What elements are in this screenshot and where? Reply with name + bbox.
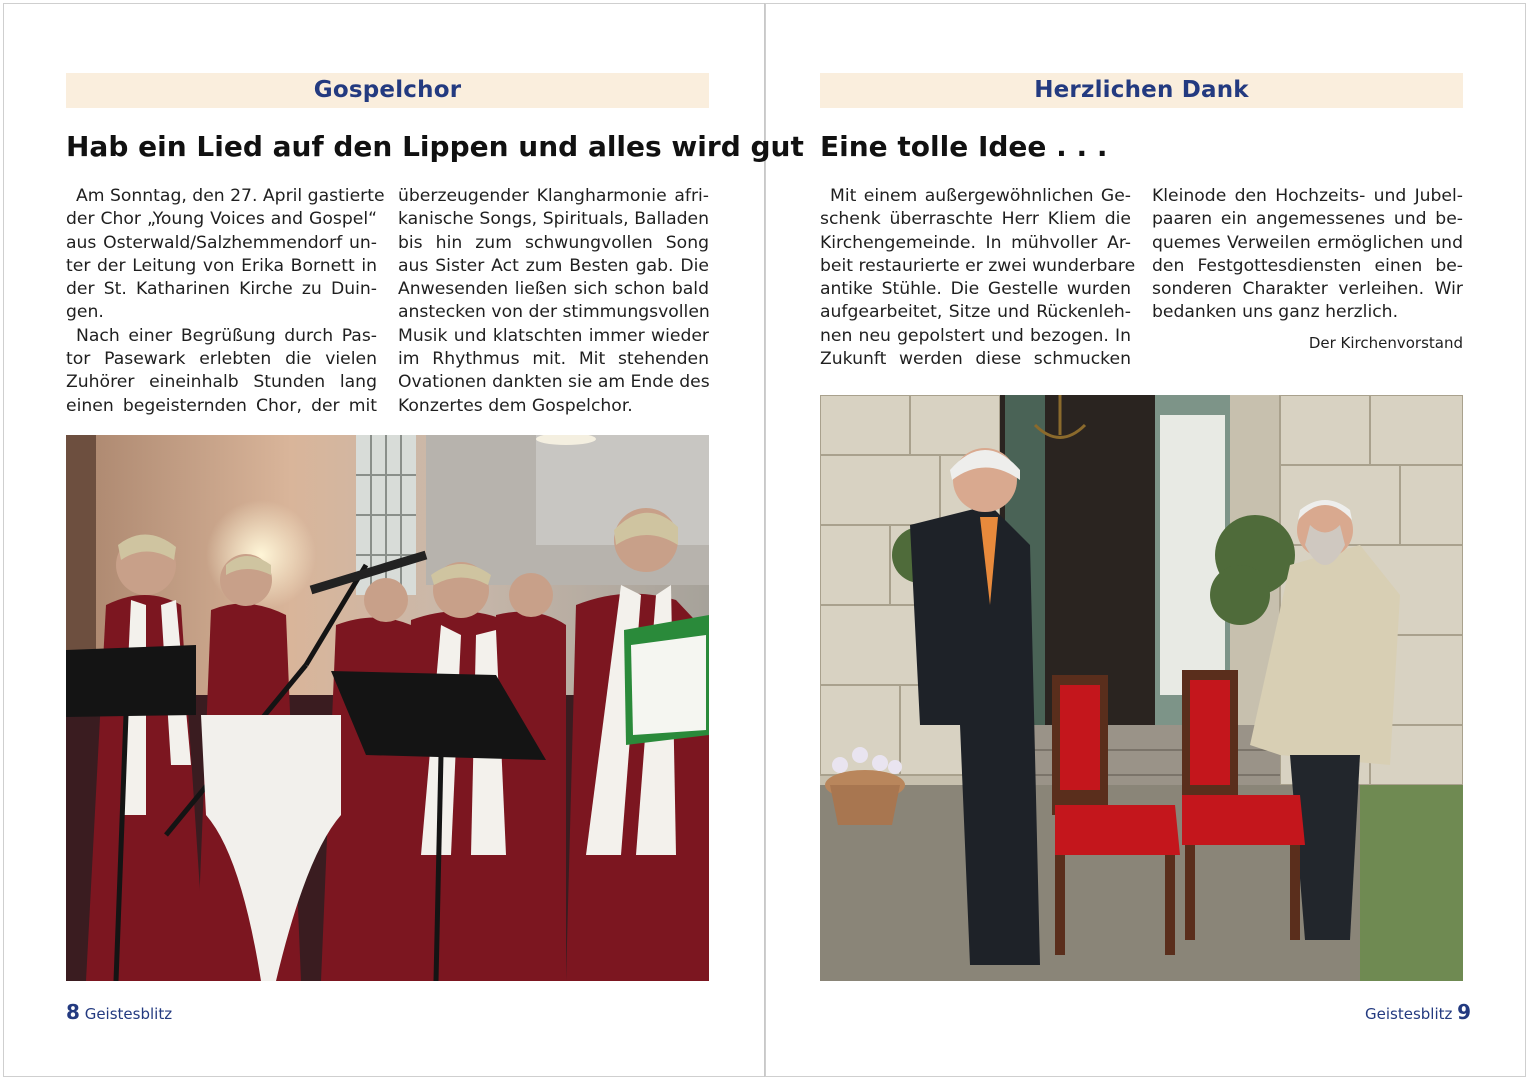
text-line: nen neu gepolstert und bezogen. In xyxy=(820,325,1131,346)
text-line: der Chor „Young Voices and Gospel“ xyxy=(66,209,377,230)
text-line: Mit einem außergewöhnlichen Ge- xyxy=(830,186,1131,206)
page-number-right: 9 xyxy=(1457,1000,1472,1024)
text-line: aus Sister Act zum Besten gab. Die xyxy=(398,255,709,276)
text-line: Anwesenden ließen sich schon bald xyxy=(398,279,709,300)
text-line: Kirchengemeinde. In mühvoller Ar- xyxy=(820,232,1131,253)
section-title-gospelchor: Gospelchor xyxy=(66,73,709,108)
text-line: antike Stühle. Die Gestelle wurden xyxy=(820,279,1131,300)
text-line: einen begeisternden Chor, der mit xyxy=(66,395,377,416)
text-line: Konzertes dem Gospelchor. xyxy=(398,395,633,416)
article-column-left-2 xyxy=(398,185,709,418)
text-line: im Rhythmus mit. Mit stehenden xyxy=(398,349,709,370)
text-line: der St. Katharinen Kirche zu Duin- xyxy=(66,279,377,300)
footer-right xyxy=(1365,1000,1471,1024)
article-column-right-2 xyxy=(1152,185,1463,325)
article-column-left-1 xyxy=(66,185,385,418)
text-line: paaren ein angemessenes und be- xyxy=(1152,209,1463,230)
text-line: Ovationen dankten sie am Ende des xyxy=(398,372,710,393)
text-line: sonderen Charakter verleihen. Wir xyxy=(1152,279,1463,300)
text-line: anstecken von der stimmungsvollen xyxy=(398,302,710,323)
photo-gospel-choir xyxy=(66,435,709,981)
text-line: überzeugender Klangharmonie afri- xyxy=(398,186,709,206)
text-line: tor Pasewark erlebten die vielen xyxy=(66,349,377,370)
signature: Der Kirchenvorstand xyxy=(1308,334,1463,352)
text-line: Nach einer Begrüßung durch Pas- xyxy=(76,325,377,346)
magazine-name-right: Geistesblitz xyxy=(1365,1005,1453,1023)
text-line: Kleinode den Hochzeits- und Jubel- xyxy=(1152,186,1463,206)
photo-antique-chairs xyxy=(820,395,1463,981)
text-line: beit restaurierte er zwei wunderbare xyxy=(820,255,1136,276)
section-title-herzlichen-dank: Herzlichen Dank xyxy=(820,73,1463,108)
text-line: bis hin zum schwungvollen Song xyxy=(398,232,709,253)
text-line: ter der Leitung von Erika Bornett in xyxy=(66,255,377,276)
text-line: kanische Songs, Spirituals, Balladen xyxy=(398,209,709,230)
text-line: bedanken uns ganz herzlich. xyxy=(1152,302,1399,323)
text-line: den Festgottesdiensten einen be- xyxy=(1152,255,1463,276)
text-line: aufgearbeitet, Sitze und Rückenleh- xyxy=(820,302,1131,323)
text-line: Zuhörer eineinhalb Stunden lang xyxy=(66,372,377,393)
text-line: quemes Verweilen ermöglichen und xyxy=(1152,232,1463,253)
article-column-right-1 xyxy=(820,185,1136,371)
text-line: Am Sonntag, den 27. April gastierte xyxy=(76,186,385,206)
magazine-name-left: Geistesblitz xyxy=(84,1005,173,1023)
text-line: schenk überraschte Herr Kliem die xyxy=(820,209,1131,230)
text-line: Musik und klatschten immer wieder xyxy=(398,325,709,346)
text-line: gen. xyxy=(66,302,104,323)
text-line: aus Osterwald/Salzhemmendorf un- xyxy=(66,232,377,253)
footer-left xyxy=(66,1000,172,1024)
article-headline-right: Eine tolle Idee . . . xyxy=(820,130,1108,163)
article-headline-left: Hab ein Lied auf den Lippen und alles wird gut xyxy=(66,130,804,163)
text-line: Zukunft werden diese schmucken xyxy=(820,349,1131,370)
page-number-left: 8 xyxy=(66,1000,80,1024)
